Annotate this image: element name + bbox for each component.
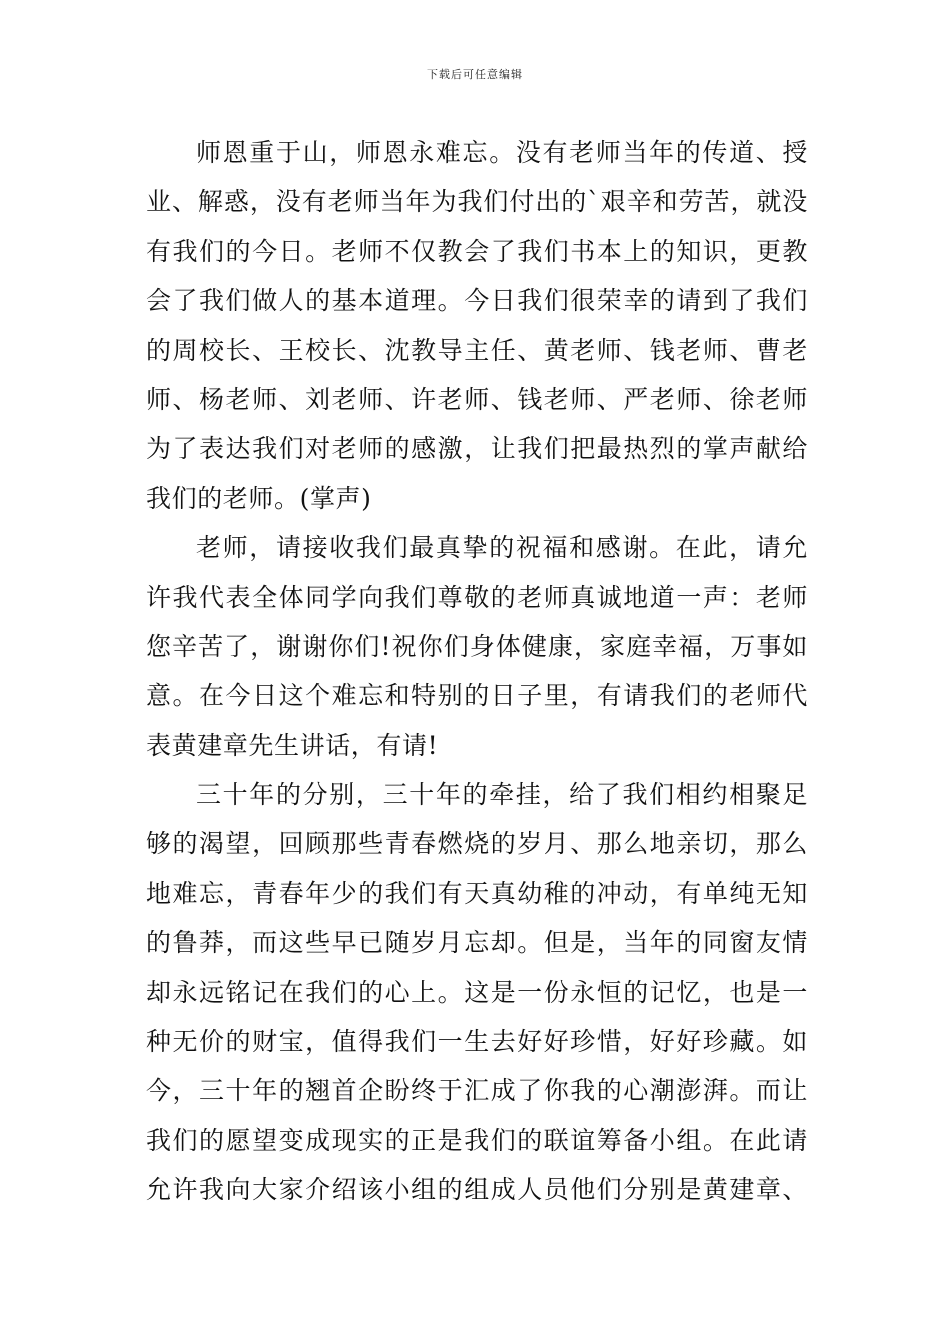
paragraph [146,770,808,1215]
paragraph [146,523,808,770]
text-line: 种无价的财宝，值得我们一生去好好珍惜，好好珍藏。如 [146,1027,808,1057]
text-line: 师、杨老师、刘老师、许老师、钱老师、严老师、徐老师 [146,384,808,414]
text-line: 今，三十年的翘首企盼终于汇成了你我的心潮澎湃。而让 [146,1076,808,1106]
text-line: 业、解惑，没有老师当年为我们付出的`艰辛和劳苦，就没 [146,187,808,217]
text-line: 您辛苦了，谢谢你们!祝你们身体健康，家庭幸福，万事如 [146,631,808,661]
text-line: 的周校长、王校长、沈教导主任、黄老师、钱老师、曹老 [146,335,808,365]
text-line: 为了表达我们对老师的感激，让我们把最热烈的掌声献给 [146,434,808,464]
text-line: 三十年的分别，三十年的牵挂，给了我们相约相聚足 [196,780,808,810]
text-line: 许我代表全体同学向我们尊敬的老师真诚地道一声：老师 [146,582,808,612]
text-line: 我们的愿望变成现实的正是我们的联谊筹备小组。在此请 [146,1125,808,1155]
document-body [146,128,808,1215]
text-line: 有我们的今日。老师不仅教会了我们书本上的知识，更教 [146,236,808,266]
text-line: 师恩重于山，师恩永难忘。没有老师当年的传道、授 [196,138,808,167]
text-line: 的鲁莽，而这些早已随岁月忘却。但是，当年的同窗友情 [146,928,808,958]
text-line: 我们的老师。(掌声) [146,483,372,513]
text-line: 允许我向大家介绍该小组的组成人员他们分别是黄建章、 [146,1175,808,1205]
text-line: 地难忘，青春年少的我们有天真幼稚的冲动，有单纯无知 [146,878,808,908]
paragraph [146,128,808,523]
text-line: 够的渴望，回顾那些青春燃烧的岁月、那么地亲切，那么 [146,829,808,859]
text-line: 会了我们做人的基本道理。今日我们很荣幸的请到了我们 [146,286,808,316]
text-line: 意。在今日这个难忘和特别的日子里，有请我们的老师代 [146,681,808,711]
text-line: 却永远铭记在我们的心上。这是一份永恒的记忆，也是一 [146,977,808,1007]
text-line: 表黄建章先生讲话，有请! [146,730,439,760]
page-header-note: 下载后可任意编辑 [427,68,523,81]
text-line: 老师，请接收我们最真挚的祝福和感谢。在此，请允 [196,533,808,563]
